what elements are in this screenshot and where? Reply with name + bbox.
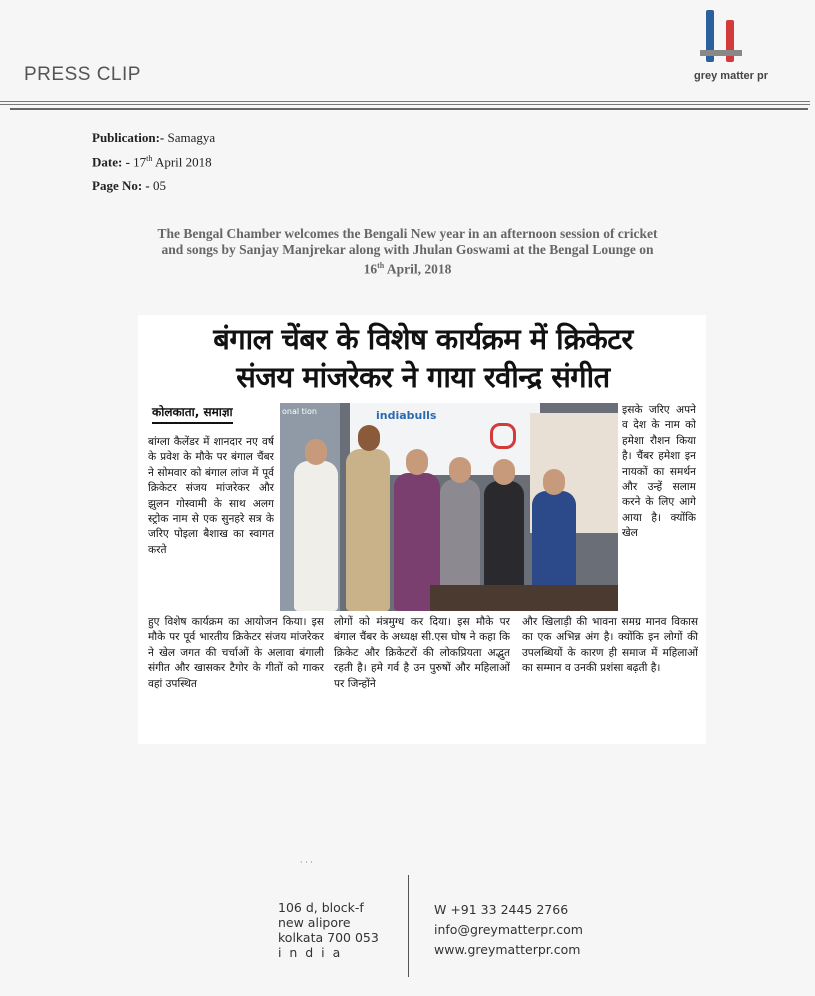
person-1-head	[305, 439, 327, 465]
photo-table	[430, 585, 618, 611]
publication-label: Publication:-	[92, 130, 165, 145]
person-2-head	[358, 425, 380, 451]
date-line	[92, 154, 212, 170]
publication-value: Samagya	[167, 130, 216, 145]
footer-divider	[408, 875, 409, 977]
person-4-head	[449, 457, 471, 483]
page-value: 05	[153, 178, 167, 193]
footer-address	[278, 900, 379, 960]
header-rule	[0, 101, 810, 102]
page-line	[92, 178, 166, 194]
date-label: Date: -	[92, 154, 130, 170]
contact-website[interactable]: www.greymatterpr.com	[434, 942, 581, 957]
publication-line	[92, 130, 215, 146]
person-5-head	[493, 459, 515, 485]
page-label: Page No: -	[92, 178, 150, 193]
date-day: 17	[133, 154, 147, 170]
caption-line-3	[80, 258, 735, 278]
clip-headline-2: संजय मांजरेकर ने गाया रवीन्द्र संगीत	[236, 360, 610, 394]
clip-headline-1: बंगाल चेंबर के विशेष कार्यक्रम में क्रिकेटर	[213, 322, 633, 356]
photo-banner-logo	[490, 423, 516, 449]
header-rule-2	[0, 104, 810, 105]
footer-dot: · · ·	[300, 858, 313, 867]
clip-bottom-column-2: लोगों को मंत्रमुग्ध कर दिया। इस मौके पर बंगाल चैंबर के अध्यक्ष सी.एस घोष ने कहा कि क्रिकेट और क्रिकेटरों की लोकप्रियता अद्भुत रहती है। हमे गर्व है उन पुरुषों और महिलाओं पर जिन्होंने	[334, 616, 510, 690]
clip-bottom-column-1: हुए विशेष कार्यक्रम का आयोजन किया। इस मौके पर पूर्व भारतीय क्रिकेटर संजय मांजरेकर ने खेल जगत की चर्चाओं के अलावा बंगाली संगीत और खासकर टैगोर के गीतों को गाकर वहां उपस्थित	[148, 616, 324, 690]
newspaper-clipping	[138, 315, 706, 744]
event-caption	[80, 226, 735, 278]
clip-column-1: बांग्ला कैलेंडर में शानदार नए वर्ष के प्रवेश के मौके पर बंगाल चैंबर ने सोमवार को बंगाल लांज में पूर्व क्रिकेटर संजय मांजरेकर और झुलन गोस्वामी के साथ अलग स्ट्रोक नाम से एक सुनहरे सत्र के जरिए पोइला बैशाख का स्वागत करते	[148, 436, 274, 556]
address-line-2: new alipore	[278, 915, 351, 930]
header-rule-3	[10, 108, 808, 110]
date-rest: April 2018	[154, 154, 212, 170]
person-1	[294, 461, 338, 611]
press-clip-title: PRESS CLIP	[24, 64, 141, 85]
caption-day: 16	[363, 261, 378, 277]
person-6-head	[543, 469, 565, 495]
logo-base-icon	[700, 50, 742, 56]
person-2	[346, 449, 390, 611]
clip-bottom-column-3: और खिलाड़ी की भावना समग्र मानव विकास का एक अभिन्न अंग है। क्योंकि इन लोगों की उपलब्धियों के कारण ही समाज में महिलाओं का सम्मान व उनकी प्रशंसा बढ़ती है।	[522, 616, 698, 675]
contact-phone: W +91 33 2445 2766	[434, 902, 569, 917]
contact-email[interactable]: info@greymatterpr.com	[434, 922, 583, 937]
caption-sup: th	[377, 261, 385, 270]
date-sup: th	[146, 154, 153, 163]
brand-name: grey matter pr	[694, 70, 768, 82]
grey-matter-logo	[676, 10, 786, 90]
photo-side-text: onal tion	[282, 407, 317, 416]
person-3-head	[406, 449, 428, 475]
clip-dateline: कोलकाता, समाज्ञा	[152, 403, 233, 424]
clip-column-3: इसके जरिए अपने व देश के नाम को हमेशा रौशन किया है। चैंबर हमेशा इन नायकों का समर्थन और उन्हें सलाम करने के लिए आगे आया है। क्योंकि खेल	[622, 404, 696, 540]
footer-contact	[434, 900, 583, 960]
caption-line-1: The Bengal Chamber welcomes the Bengali New year in an afternoon session of cricket	[157, 226, 658, 241]
address-line-1: 106 d, block-f	[278, 900, 364, 915]
photo-banner-text: indiabulls	[376, 409, 437, 422]
event-photo	[280, 403, 618, 611]
caption-line-2: and songs by Sanjay Manjrekar along with Jhulan Goswami at the Bengal Lounge on	[161, 242, 654, 257]
caption-rest: April, 2018	[386, 261, 452, 277]
address-line-4: i n d i a	[278, 945, 341, 960]
address-line-3: kolkata 700 053	[278, 930, 379, 945]
